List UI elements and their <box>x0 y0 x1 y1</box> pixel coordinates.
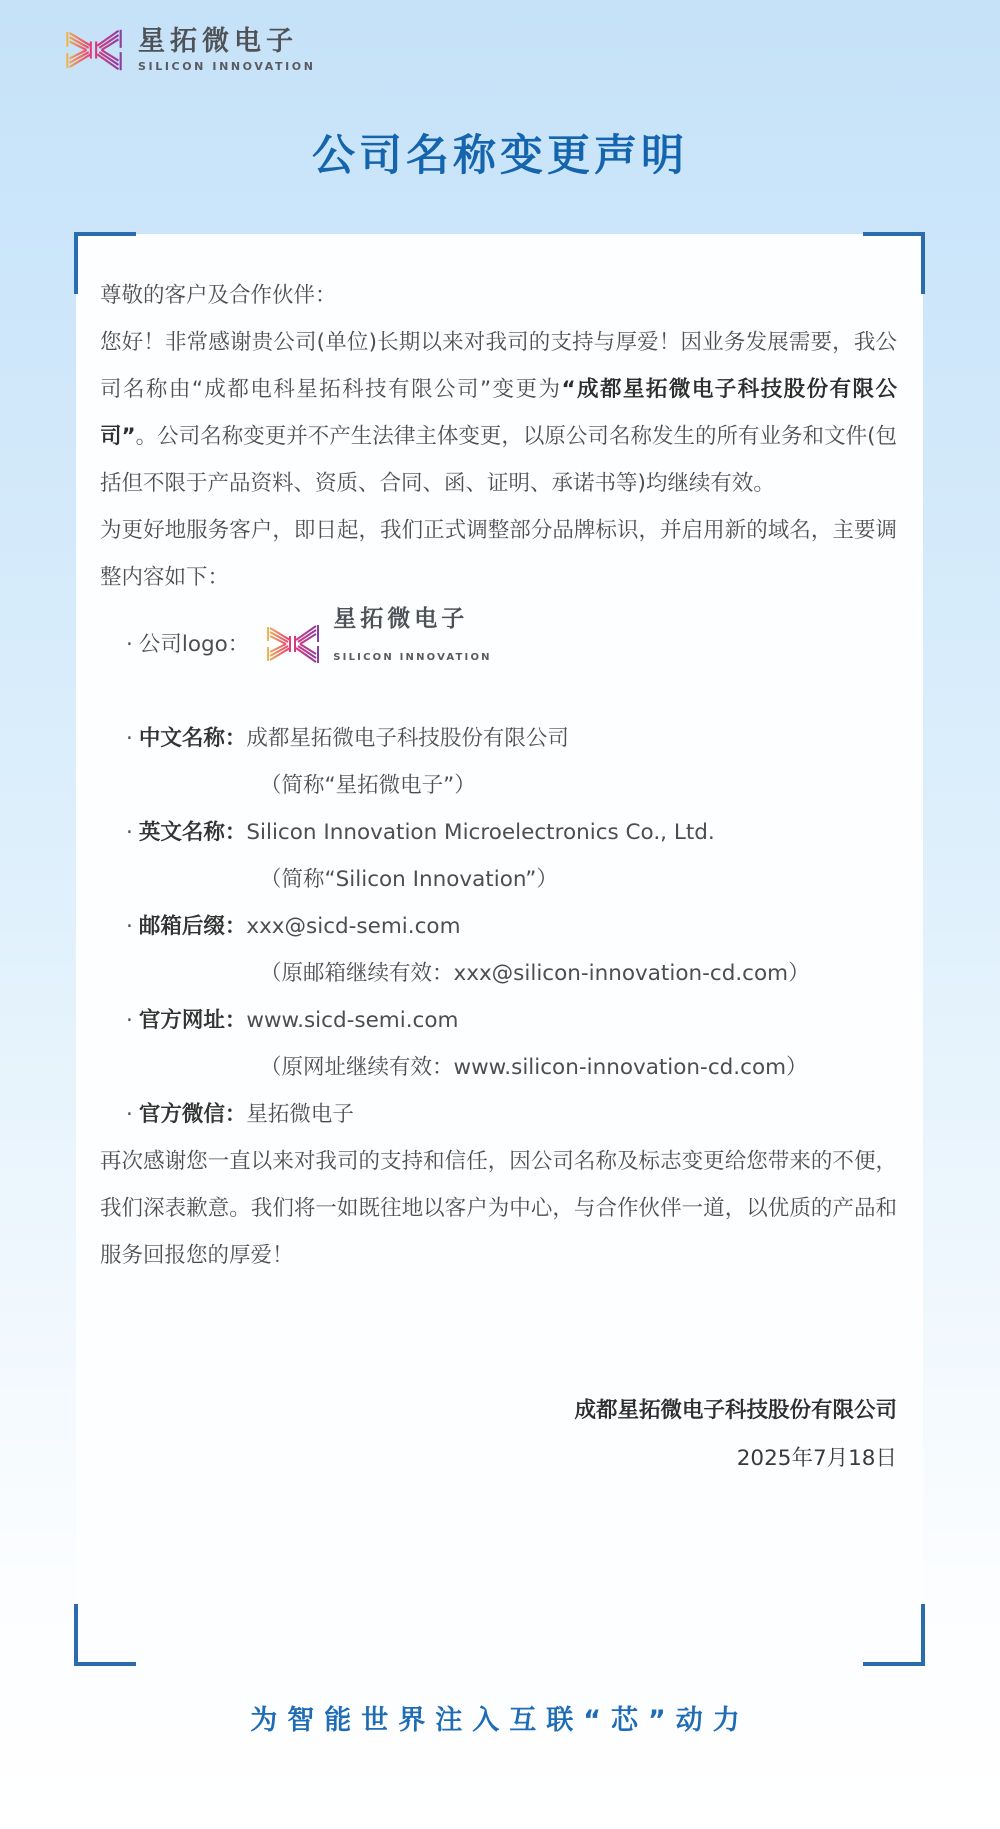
item-email-label: 邮箱后缀： <box>138 914 247 939</box>
brand-text <box>138 27 316 73</box>
circuit-x-icon <box>263 618 323 670</box>
page-title: 公司名称变更声明 <box>312 131 688 181</box>
signature-date: 2025年7月18日 <box>736 1446 897 1471</box>
item-cn-name-note: （简称“星拓微电子”） <box>260 773 476 798</box>
item-wechat-label: 官方微信： <box>138 1102 247 1127</box>
bullet: · <box>126 914 133 939</box>
item-cn-name <box>100 715 897 762</box>
item-logo-label: 公司logo： <box>138 631 250 657</box>
letter-body <box>76 234 923 1664</box>
closing-paragraph: 再次感谢您一直以来对我司的支持和信任，因公司名称及标志变更给您带来的不便，我们深表歉意。我们将一如既往地以客户为中心，与合作伙伴一道，以优质的产品和服务回报您的厚爱！ <box>100 1149 897 1268</box>
brand-name-en: SILICON INNOVATION <box>138 59 316 73</box>
item-website-label: 官方网址： <box>138 1008 247 1033</box>
item-en-name-value: Silicon Innovation Microelectronics Co., Ltd. <box>246 820 715 845</box>
bullet: · <box>126 1008 133 1033</box>
new-logo-preview <box>263 607 491 681</box>
item-website-note: （原网址继续有效：www.silicon-innovation-cd.com） <box>260 1055 808 1080</box>
inline-logo-name-cn: 星拓微电子 <box>333 605 469 632</box>
bullet: · <box>126 631 133 657</box>
rebrand-items-list <box>100 715 897 1138</box>
inline-logo-text <box>333 607 491 681</box>
item-email-suffix <box>100 903 897 950</box>
bullet: · <box>126 726 133 751</box>
bullet: · <box>126 820 133 845</box>
footer-slogan: 为智能世界注入互联“芯”动力 <box>250 1705 750 1736</box>
inline-logo-name-en: SILICON INNOVATION <box>333 652 492 664</box>
brand-name-cn: 星拓微电子 <box>138 26 298 58</box>
item-email-value: xxx@sicd-semi.com <box>246 914 461 939</box>
item-en-name <box>100 809 897 856</box>
item-company-logo <box>100 605 897 675</box>
item-wechat-value: 星拓微电子 <box>246 1102 354 1127</box>
item-en-name-note: （简称“Silicon Innovation”） <box>260 867 558 892</box>
announcement-card <box>76 234 923 1664</box>
bullet: · <box>126 1102 133 1127</box>
item-wechat <box>100 1091 897 1138</box>
signature-block <box>100 1387 897 1483</box>
item-website <box>100 997 897 1044</box>
item-website-value: www.sicd-semi.com <box>246 1008 459 1033</box>
para1-new-company-name: “成都星拓微电子科技股份有限公司” <box>100 377 898 449</box>
signature-company: 成都星拓微电子科技股份有限公司 <box>574 1398 897 1423</box>
item-cn-name-value: 成都星拓微电子科技股份有限公司 <box>246 726 569 751</box>
paragraph-rebrand-intro: 为更好地服务客户，即日起，我们正式调整部分品牌标识，并启用新的域名，主要调整内容如下： <box>100 518 897 590</box>
item-cn-name-label: 中文名称： <box>138 726 247 751</box>
salutation: 尊敬的客户及合作伙伴： <box>100 283 337 308</box>
brand-logo <box>62 22 316 78</box>
item-en-name-label: 英文名称： <box>138 820 247 845</box>
circuit-x-icon <box>62 22 126 78</box>
para1-text: 您好！非常感谢贵公司(单位)长期以来对我司的支持与厚爱！因业务发展需要，我公司名称由“成都电科星拓科技有限公司”变更为 <box>100 330 897 402</box>
item-email-note: （原邮箱继续有效：xxx@silicon-innovation-cd.com） <box>260 961 810 986</box>
paragraph-name-change <box>100 319 897 507</box>
para1-text-cont: 。公司名称变更并不产生法律主体变更，以原公司名称发生的所有业务和文件(包括但不限于产品资料、资质、合同、函、证明、承诺书等)均继续有效。 <box>100 424 897 496</box>
